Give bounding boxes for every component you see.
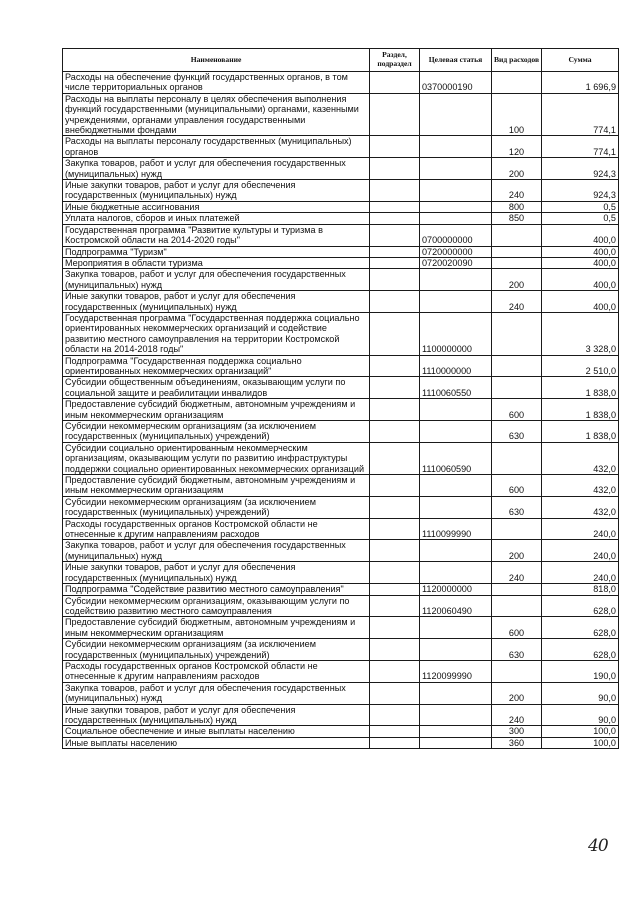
row-sum: 432,0 [542, 496, 619, 518]
row-target: 1110099990 [420, 518, 492, 540]
table-row [63, 201, 619, 212]
row-name: Иные закупки товаров, работ и услуг для обеспечения государственных (муниципальных) нужд [63, 180, 370, 202]
table-row [63, 496, 619, 518]
table-row [63, 737, 619, 748]
row-section [370, 496, 420, 518]
table-row [63, 682, 619, 704]
row-section [370, 584, 420, 595]
row-sum: 628,0 [542, 595, 619, 617]
row-sum: 400,0 [542, 291, 619, 313]
row-name: Субсидии социально ориентированным некоммерческим организациям, оказывающим услуги по развитию инфраструктуры поддержки социально ориентированных некоммерческих организаций [63, 442, 370, 474]
table-row [63, 726, 619, 737]
header-sum: Сумма [542, 49, 619, 72]
row-name: Подпрограмма "Содействие развитию местного самоуправления" [63, 584, 370, 595]
row-sum: 924,3 [542, 158, 619, 180]
row-name: Расходы государственных органов Костромской области не отнесенные к другим направлениям расходов [63, 660, 370, 682]
table-row [63, 617, 619, 639]
row-sum: 400,0 [542, 246, 619, 257]
row-target [420, 726, 492, 737]
table-row [63, 442, 619, 474]
table-row [63, 584, 619, 595]
row-section [370, 72, 420, 94]
table-row [63, 595, 619, 617]
row-target [420, 158, 492, 180]
row-section [370, 682, 420, 704]
row-target [420, 704, 492, 726]
row-type: 600 [492, 399, 542, 421]
budget-page [62, 48, 618, 749]
row-section [370, 93, 420, 136]
row-sum: 100,0 [542, 737, 619, 748]
budget-table [62, 48, 619, 749]
row-name: Закупка товаров, работ и услуг для обеспечения государственных (муниципальных) нужд [63, 269, 370, 291]
row-type: 240 [492, 704, 542, 726]
row-sum: 924,3 [542, 180, 619, 202]
row-name: Предоставление субсидий бюджетным, автономным учреждениям и иным некоммерческим организациям [63, 617, 370, 639]
row-target [420, 291, 492, 313]
row-name: Государственная программа "Государственная поддержка социально ориентированных некоммерческих организаций и содействие развитию местного самоуправления на территории Костромской области на 2014-2018 годы" [63, 312, 370, 355]
row-section [370, 269, 420, 291]
row-name: Мероприятия в области туризма [63, 257, 370, 268]
row-target: 1110000000 [420, 355, 492, 377]
table-row [63, 660, 619, 682]
row-section [370, 312, 420, 355]
row-name: Подпрограмма "Туризм" [63, 246, 370, 257]
row-name: Субсидии некоммерческим организациям (за исключением государственных (муниципальных) учреждений) [63, 421, 370, 443]
row-section [370, 475, 420, 497]
table-row [63, 518, 619, 540]
row-target: 1100000000 [420, 312, 492, 355]
row-sum: 240,0 [542, 562, 619, 584]
row-type: 240 [492, 291, 542, 313]
table-row [63, 639, 619, 661]
row-section [370, 377, 420, 399]
table-row [63, 213, 619, 224]
row-type: 200 [492, 269, 542, 291]
table-row [63, 399, 619, 421]
table-row [63, 562, 619, 584]
row-type: 120 [492, 136, 542, 158]
table-body [63, 72, 619, 749]
row-name: Иные закупки товаров, работ и услуг для обеспечения государственных (муниципальных) нужд [63, 562, 370, 584]
row-sum: 90,0 [542, 682, 619, 704]
header-type: Вид расходов [492, 49, 542, 72]
row-sum: 432,0 [542, 475, 619, 497]
table-row [63, 257, 619, 268]
row-section [370, 704, 420, 726]
table-row [63, 269, 619, 291]
row-name: Субсидии некоммерческим организациям, оказывающим услуги по содействию развитию местного самоуправления [63, 595, 370, 617]
row-type [492, 442, 542, 474]
row-sum: 1 838,0 [542, 377, 619, 399]
row-sum: 432,0 [542, 442, 619, 474]
table-row [63, 136, 619, 158]
row-section [370, 158, 420, 180]
row-sum: 818,0 [542, 584, 619, 595]
row-section [370, 180, 420, 202]
row-target [420, 682, 492, 704]
row-type [492, 377, 542, 399]
table-row [63, 475, 619, 497]
row-target: 0700000000 [420, 224, 492, 246]
row-name: Расходы государственных органов Костромской области не отнесенные к другим направлениям расходов [63, 518, 370, 540]
row-section [370, 213, 420, 224]
table-header-row [63, 49, 619, 72]
table-row [63, 158, 619, 180]
row-name: Уплата налогов, сборов и иных платежей [63, 213, 370, 224]
row-name: Иные закупки товаров, работ и услуг для обеспечения государственных (муниципальных) нужд [63, 704, 370, 726]
row-target: 0720020090 [420, 257, 492, 268]
table-row [63, 355, 619, 377]
row-type: 600 [492, 617, 542, 639]
row-type: 240 [492, 562, 542, 584]
row-name: Предоставление субсидий бюджетным, автономным учреждениям и иным некоммерческим организациям [63, 399, 370, 421]
table-row [63, 704, 619, 726]
row-sum: 90,0 [542, 704, 619, 726]
page-number: 40 [588, 836, 608, 856]
row-sum: 0,5 [542, 213, 619, 224]
row-section [370, 246, 420, 257]
row-section [370, 442, 420, 474]
row-target [420, 136, 492, 158]
row-name: Государственная программа "Развитие культуры и туризма в Костромской области на 2014-2020 годы" [63, 224, 370, 246]
row-sum: 400,0 [542, 269, 619, 291]
row-target [420, 180, 492, 202]
row-type [492, 518, 542, 540]
header-section: Раздел, подраздел [370, 49, 420, 72]
row-sum: 3 328,0 [542, 312, 619, 355]
row-type [492, 312, 542, 355]
row-section [370, 562, 420, 584]
row-name: Субсидии некоммерческим организациям (за исключением государственных (муниципальных) учреждений) [63, 496, 370, 518]
row-sum: 1 838,0 [542, 421, 619, 443]
row-target [420, 269, 492, 291]
row-sum: 1 838,0 [542, 399, 619, 421]
row-sum: 774,1 [542, 93, 619, 136]
row-target [420, 213, 492, 224]
row-sum: 628,0 [542, 639, 619, 661]
row-type [492, 246, 542, 257]
table-row [63, 312, 619, 355]
row-section [370, 291, 420, 313]
row-type [492, 257, 542, 268]
row-name: Расходы на выплаты персоналу в целях обеспечения выполнения функций государственными (муниципальными) органами, казенными учреждениями, органами управления государственными внебюджетными фондами [63, 93, 370, 136]
row-name: Субсидии некоммерческим организациям (за исключением государственных (муниципальных) учреждений) [63, 639, 370, 661]
row-name: Подпрограмма "Государственная поддержка социально ориентированных некоммерческих организаций" [63, 355, 370, 377]
row-section [370, 595, 420, 617]
row-type: 200 [492, 158, 542, 180]
row-section [370, 617, 420, 639]
row-type: 850 [492, 213, 542, 224]
row-type: 800 [492, 201, 542, 212]
table-row [63, 72, 619, 94]
row-sum: 2 510,0 [542, 355, 619, 377]
row-sum: 190,0 [542, 660, 619, 682]
row-sum: 240,0 [542, 540, 619, 562]
row-target [420, 737, 492, 748]
row-type: 630 [492, 639, 542, 661]
row-sum: 400,0 [542, 224, 619, 246]
row-name: Закупка товаров, работ и услуг для обеспечения государственных (муниципальных) нужд [63, 158, 370, 180]
row-section [370, 639, 420, 661]
row-target [420, 639, 492, 661]
row-target: 0720000000 [420, 246, 492, 257]
row-type: 300 [492, 726, 542, 737]
row-type [492, 355, 542, 377]
row-section [370, 224, 420, 246]
row-target [420, 93, 492, 136]
row-target [420, 617, 492, 639]
row-type [492, 660, 542, 682]
row-name: Иные выплаты населению [63, 737, 370, 748]
row-name: Закупка товаров, работ и услуг для обеспечения государственных (муниципальных) нужд [63, 682, 370, 704]
row-type [492, 72, 542, 94]
row-sum: 1 696,9 [542, 72, 619, 94]
row-type: 630 [492, 496, 542, 518]
row-type: 600 [492, 475, 542, 497]
row-name: Расходы на обеспечение функций государственных органов, в том числе территориальных органов [63, 72, 370, 94]
row-sum: 100,0 [542, 726, 619, 737]
row-target [420, 540, 492, 562]
row-name: Закупка товаров, работ и услуг для обеспечения государственных (муниципальных) нужд [63, 540, 370, 562]
table-row [63, 291, 619, 313]
header-name: Наименование [63, 49, 370, 72]
row-type: 630 [492, 421, 542, 443]
row-target: 1110060550 [420, 377, 492, 399]
row-sum: 774,1 [542, 136, 619, 158]
row-type: 360 [492, 737, 542, 748]
row-sum: 240,0 [542, 518, 619, 540]
row-name: Социальное обеспечение и иные выплаты населению [63, 726, 370, 737]
row-section [370, 726, 420, 737]
row-section [370, 540, 420, 562]
table-row [63, 224, 619, 246]
row-target: 1110060590 [420, 442, 492, 474]
row-section [370, 399, 420, 421]
row-target [420, 421, 492, 443]
row-target: 1120099990 [420, 660, 492, 682]
row-target [420, 496, 492, 518]
row-target [420, 399, 492, 421]
row-section [370, 201, 420, 212]
row-section [370, 737, 420, 748]
row-type [492, 584, 542, 595]
row-section [370, 660, 420, 682]
row-type: 240 [492, 180, 542, 202]
row-type [492, 224, 542, 246]
row-target [420, 562, 492, 584]
table-row [63, 93, 619, 136]
row-target: 0370000190 [420, 72, 492, 94]
table-row [63, 540, 619, 562]
table-row [63, 246, 619, 257]
row-sum: 0,5 [542, 201, 619, 212]
row-type: 200 [492, 682, 542, 704]
row-section [370, 136, 420, 158]
row-section [370, 518, 420, 540]
row-type: 200 [492, 540, 542, 562]
row-target: 1120060490 [420, 595, 492, 617]
row-target: 1120000000 [420, 584, 492, 595]
table-row [63, 421, 619, 443]
table-row [63, 377, 619, 399]
row-type: 100 [492, 93, 542, 136]
row-target [420, 201, 492, 212]
row-name: Субсидии общественным объединениям, оказывающим услуги по социальной защите и реабилитации инвалидов [63, 377, 370, 399]
row-type [492, 595, 542, 617]
row-name: Иные закупки товаров, работ и услуг для обеспечения государственных (муниципальных) нужд [63, 291, 370, 313]
row-sum: 400,0 [542, 257, 619, 268]
row-name: Предоставление субсидий бюджетным, автономным учреждениям и иным некоммерческим организациям [63, 475, 370, 497]
row-section [370, 421, 420, 443]
row-name: Расходы на выплаты персоналу государственных (муниципальных) органов [63, 136, 370, 158]
row-name: Иные бюджетные ассигнования [63, 201, 370, 212]
header-target: Целевая статья [420, 49, 492, 72]
row-sum: 628,0 [542, 617, 619, 639]
row-section [370, 257, 420, 268]
row-section [370, 355, 420, 377]
row-target [420, 475, 492, 497]
table-row [63, 180, 619, 202]
